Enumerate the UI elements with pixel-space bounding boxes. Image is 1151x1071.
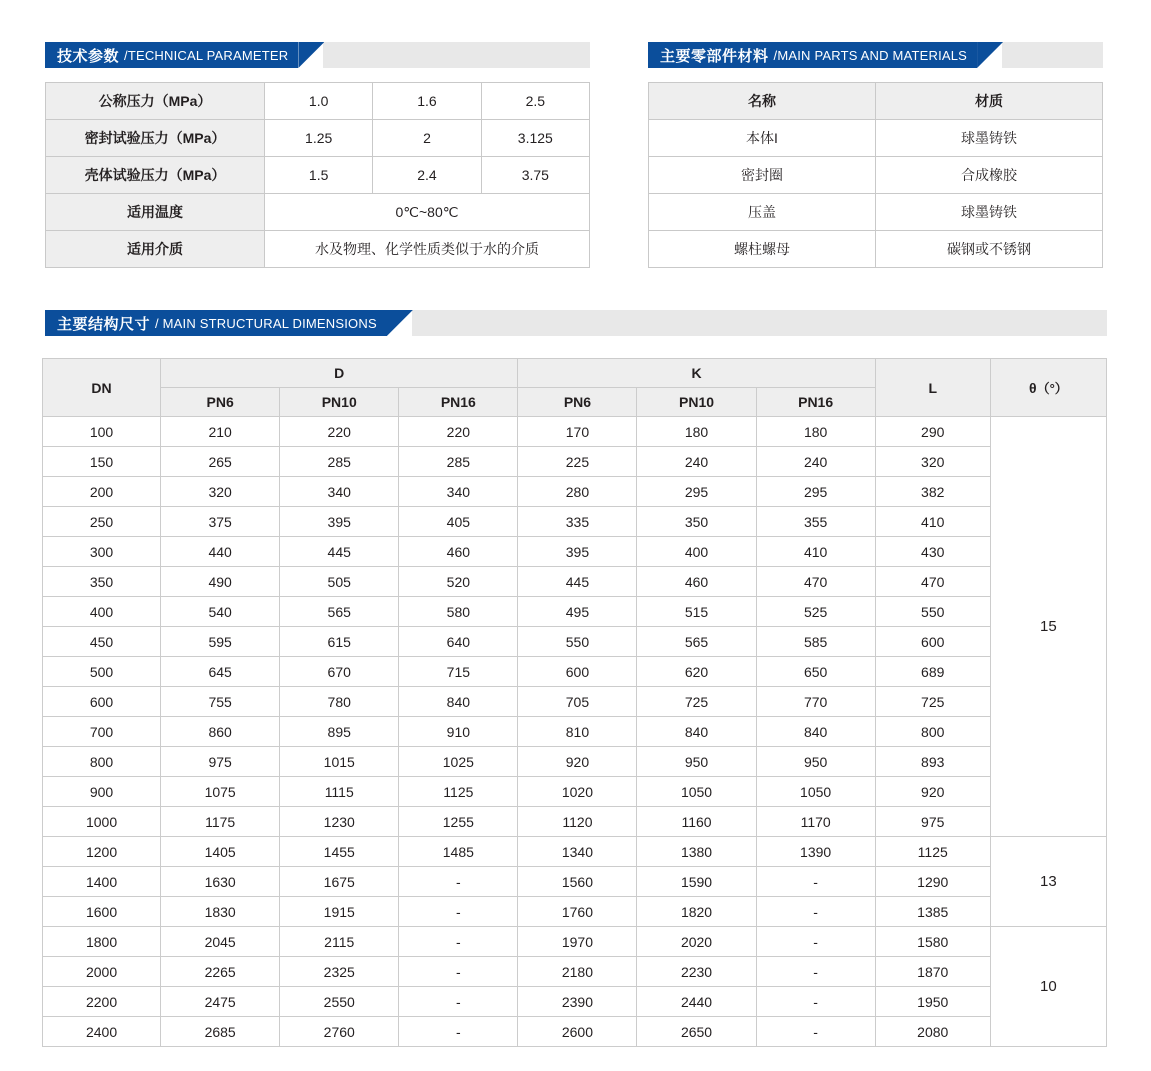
dim-cell-d-pn16: -	[399, 867, 518, 897]
dim-cell-d-pn16: 520	[399, 567, 518, 597]
dim-cell-l: 1385	[875, 897, 990, 927]
technical-parameter-title-cn: 技术参数	[57, 47, 120, 65]
dim-cell-k-pn16: -	[756, 867, 875, 897]
dim-cell-l: 382	[875, 477, 990, 507]
dim-cell-d-pn10: 2325	[280, 957, 399, 987]
dim-cell-k-pn10: 840	[637, 717, 756, 747]
table-row	[46, 194, 590, 231]
tech-value: 1.25	[265, 120, 373, 157]
dim-cell-d-pn10: 1230	[280, 807, 399, 837]
material-value: 球墨铸铁	[876, 120, 1103, 157]
dim-cell-dn: 450	[43, 627, 161, 657]
dim-cell-k-pn16: 355	[756, 507, 875, 537]
materials-title-en: /MAIN PARTS AND MATERIALS	[773, 47, 968, 63]
dim-cell-k-pn6: 810	[518, 717, 637, 747]
dim-cell-k-pn16: -	[756, 957, 875, 987]
table-row	[46, 231, 590, 268]
dim-cell-l: 1125	[875, 837, 990, 867]
dim-subcol-k-pn6: PN6	[518, 388, 637, 417]
dim-cell-dn: 1200	[43, 837, 161, 867]
dim-cell-d-pn16: 640	[399, 627, 518, 657]
header-gray-fill	[323, 42, 590, 68]
table-row	[43, 777, 1107, 807]
dim-cell-k-pn10: 725	[637, 687, 756, 717]
dim-cell-l: 800	[875, 717, 990, 747]
dim-cell-k-pn10: 565	[637, 627, 756, 657]
dim-cell-d-pn6: 2265	[161, 957, 280, 987]
dim-cell-k-pn6: 395	[518, 537, 637, 567]
dimensions-table-body	[43, 417, 1107, 1047]
dim-cell-d-pn10: 395	[280, 507, 399, 537]
tech-value: 2	[373, 120, 481, 157]
table-row	[43, 447, 1107, 477]
dim-cell-dn: 1400	[43, 867, 161, 897]
dim-cell-d-pn6: 490	[161, 567, 280, 597]
dim-cell-k-pn16: 295	[756, 477, 875, 507]
tech-value: 1.6	[373, 83, 481, 120]
material-part-name: 密封圈	[649, 157, 876, 194]
tech-value: 1.0	[265, 83, 373, 120]
header-tail-shape	[387, 310, 413, 336]
dimensions-table-wrap	[42, 358, 1107, 1047]
dim-cell-k-pn16: 410	[756, 537, 875, 567]
dim-cell-d-pn6: 1075	[161, 777, 280, 807]
dim-col-theta	[990, 359, 1106, 417]
dim-cell-d-pn16: 405	[399, 507, 518, 537]
dim-col-d: D	[161, 359, 518, 388]
dim-cell-k-pn10: 2440	[637, 987, 756, 1017]
table-row	[43, 657, 1107, 687]
dim-cell-d-pn16: 1025	[399, 747, 518, 777]
dim-cell-theta: 10	[990, 927, 1106, 1047]
dim-cell-l: 725	[875, 687, 990, 717]
dim-cell-d-pn16: 220	[399, 417, 518, 447]
table-row	[43, 567, 1107, 597]
table-header-row	[43, 359, 1107, 388]
dim-cell-k-pn10: 350	[637, 507, 756, 537]
dim-cell-k-pn10: 2230	[637, 957, 756, 987]
dim-cell-k-pn16: 240	[756, 447, 875, 477]
dim-cell-k-pn6: 335	[518, 507, 637, 537]
table-row	[43, 747, 1107, 777]
dim-cell-dn: 700	[43, 717, 161, 747]
materials-title-cn: 主要零部件材料	[660, 47, 769, 65]
dim-cell-d-pn10: 505	[280, 567, 399, 597]
dim-cell-d-pn16: 910	[399, 717, 518, 747]
dim-cell-k-pn10: 1160	[637, 807, 756, 837]
dim-cell-theta: 15	[990, 417, 1106, 837]
tech-label-medium: 适用介质	[46, 231, 265, 268]
dim-cell-dn: 400	[43, 597, 161, 627]
dim-cell-k-pn10: 950	[637, 747, 756, 777]
dim-cell-d-pn10: 445	[280, 537, 399, 567]
dimensions-title-cn: 主要结构尺寸	[57, 315, 151, 333]
dim-cell-d-pn10: 895	[280, 717, 399, 747]
top-row	[0, 42, 1151, 268]
dim-cell-dn: 600	[43, 687, 161, 717]
dim-cell-dn: 2200	[43, 987, 161, 1017]
table-header-row	[649, 83, 1103, 120]
dim-cell-k-pn6: 170	[518, 417, 637, 447]
dim-cell-d-pn6: 1630	[161, 867, 280, 897]
tech-value: 1.5	[265, 157, 373, 194]
dim-cell-d-pn16: -	[399, 987, 518, 1017]
table-row	[43, 1017, 1107, 1047]
dim-cell-d-pn10: 220	[280, 417, 399, 447]
dim-cell-d-pn6: 595	[161, 627, 280, 657]
dim-cell-d-pn6: 645	[161, 657, 280, 687]
dim-cell-k-pn16: 950	[756, 747, 875, 777]
dim-cell-d-pn16: 840	[399, 687, 518, 717]
table-row	[46, 157, 590, 194]
material-value: 合成橡胶	[876, 157, 1103, 194]
dim-cell-k-pn10: 515	[637, 597, 756, 627]
dim-cell-l: 920	[875, 777, 990, 807]
dim-cell-k-pn6: 1760	[518, 897, 637, 927]
dim-cell-k-pn10: 295	[637, 477, 756, 507]
dim-cell-d-pn10: 670	[280, 657, 399, 687]
dim-cell-d-pn6: 265	[161, 447, 280, 477]
tech-label-temperature: 适用温度	[46, 194, 265, 231]
dim-cell-d-pn16: 340	[399, 477, 518, 507]
dim-cell-l: 410	[875, 507, 990, 537]
technical-parameter-title-en: /TECHNICAL PARAMETER	[124, 47, 289, 63]
dim-cell-k-pn6: 280	[518, 477, 637, 507]
dim-cell-d-pn16: 460	[399, 537, 518, 567]
dim-cell-l: 1290	[875, 867, 990, 897]
table-row	[43, 987, 1107, 1017]
dim-cell-d-pn16: -	[399, 1017, 518, 1047]
dim-cell-dn: 2400	[43, 1017, 161, 1047]
material-value: 球墨铸铁	[876, 194, 1103, 231]
tech-value: 2.5	[481, 83, 589, 120]
dim-cell-d-pn6: 975	[161, 747, 280, 777]
dim-cell-k-pn16: 525	[756, 597, 875, 627]
dim-cell-d-pn10: 1115	[280, 777, 399, 807]
dim-cell-dn: 100	[43, 417, 161, 447]
tech-value: 3.75	[481, 157, 589, 194]
dim-cell-d-pn16: 1255	[399, 807, 518, 837]
dim-cell-dn: 2000	[43, 957, 161, 987]
dim-cell-k-pn6: 445	[518, 567, 637, 597]
dim-cell-k-pn16: -	[756, 927, 875, 957]
dim-cell-dn: 800	[43, 747, 161, 777]
tech-label-nominal-pressure: 公称压力（MPa）	[46, 83, 265, 120]
dimensions-header-wrap	[45, 310, 1107, 336]
theta-symbol: θ	[1029, 380, 1037, 396]
table-row	[43, 417, 1107, 447]
table-row	[43, 597, 1107, 627]
dim-cell-d-pn10: 340	[280, 477, 399, 507]
dim-cell-k-pn6: 1970	[518, 927, 637, 957]
materials-col-name: 名称	[649, 83, 876, 120]
dim-cell-d-pn16: -	[399, 897, 518, 927]
dim-cell-k-pn10: 1050	[637, 777, 756, 807]
material-value: 碳钢或不锈钢	[876, 231, 1103, 268]
dim-cell-k-pn10: 1590	[637, 867, 756, 897]
dim-cell-k-pn16: -	[756, 987, 875, 1017]
materials-table	[648, 82, 1103, 268]
dim-cell-dn: 300	[43, 537, 161, 567]
dim-cell-l: 1580	[875, 927, 990, 957]
dim-col-k: K	[518, 359, 875, 388]
dim-cell-d-pn10: 2760	[280, 1017, 399, 1047]
dim-cell-k-pn16: 180	[756, 417, 875, 447]
dim-cell-d-pn6: 320	[161, 477, 280, 507]
tech-label-shell-test-pressure: 壳体试验压力（MPa）	[46, 157, 265, 194]
dim-cell-theta: 13	[990, 837, 1106, 927]
dim-cell-k-pn10: 2650	[637, 1017, 756, 1047]
dimensions-table	[42, 358, 1107, 1047]
table-row	[43, 627, 1107, 657]
dim-subcol-d-pn16: PN16	[399, 388, 518, 417]
header-gray-fill	[1002, 42, 1103, 68]
header-gray-fill	[412, 310, 1107, 336]
dim-cell-k-pn6: 705	[518, 687, 637, 717]
dim-cell-d-pn6: 375	[161, 507, 280, 537]
dim-cell-d-pn16: 715	[399, 657, 518, 687]
dim-cell-l: 320	[875, 447, 990, 477]
dim-cell-d-pn6: 1830	[161, 897, 280, 927]
dim-cell-k-pn6: 920	[518, 747, 637, 777]
tech-value: 3.125	[481, 120, 589, 157]
dim-cell-d-pn6: 1405	[161, 837, 280, 867]
dim-cell-d-pn16: -	[399, 957, 518, 987]
dim-subcol-d-pn6: PN6	[161, 388, 280, 417]
dim-cell-k-pn6: 1560	[518, 867, 637, 897]
dim-cell-d-pn16: 580	[399, 597, 518, 627]
dim-cell-d-pn6: 1175	[161, 807, 280, 837]
table-row	[649, 157, 1103, 194]
dim-cell-k-pn16: 1050	[756, 777, 875, 807]
dim-cell-d-pn16: 1125	[399, 777, 518, 807]
dim-cell-k-pn16: 650	[756, 657, 875, 687]
dim-cell-d-pn16: -	[399, 927, 518, 957]
technical-parameter-block	[45, 42, 590, 268]
dim-cell-k-pn16: 1170	[756, 807, 875, 837]
dim-cell-k-pn6: 600	[518, 657, 637, 687]
dim-cell-k-pn10: 620	[637, 657, 756, 687]
dim-cell-k-pn6: 225	[518, 447, 637, 477]
dim-cell-l: 550	[875, 597, 990, 627]
dim-cell-l: 2080	[875, 1017, 990, 1047]
dim-cell-d-pn10: 1915	[280, 897, 399, 927]
table-row	[43, 897, 1107, 927]
table-row	[43, 537, 1107, 567]
dim-cell-k-pn16: -	[756, 1017, 875, 1047]
dim-cell-dn: 1600	[43, 897, 161, 927]
dim-cell-d-pn10: 615	[280, 627, 399, 657]
dim-cell-d-pn6: 860	[161, 717, 280, 747]
table-row	[43, 687, 1107, 717]
dim-cell-d-pn6: 2685	[161, 1017, 280, 1047]
dim-cell-l: 470	[875, 567, 990, 597]
table-row	[649, 194, 1103, 231]
dim-cell-k-pn16: 1390	[756, 837, 875, 867]
dim-cell-k-pn10: 180	[637, 417, 756, 447]
table-row	[43, 807, 1107, 837]
dim-cell-k-pn6: 495	[518, 597, 637, 627]
technical-parameter-table	[45, 82, 590, 268]
dim-cell-l: 975	[875, 807, 990, 837]
tech-label-seal-test-pressure: 密封试验压力（MPa）	[46, 120, 265, 157]
dim-cell-d-pn10: 2115	[280, 927, 399, 957]
theta-unit: （°）	[1036, 381, 1068, 396]
dim-cell-dn: 1800	[43, 927, 161, 957]
dim-cell-d-pn16: 1485	[399, 837, 518, 867]
dim-cell-d-pn10: 2550	[280, 987, 399, 1017]
table-row	[649, 231, 1103, 268]
dim-cell-k-pn6: 550	[518, 627, 637, 657]
dim-cell-d-pn6: 2045	[161, 927, 280, 957]
materials-block	[648, 42, 1103, 268]
dim-cell-l: 1870	[875, 957, 990, 987]
dim-cell-k-pn6: 1020	[518, 777, 637, 807]
dim-cell-d-pn6: 2475	[161, 987, 280, 1017]
dim-cell-d-pn6: 210	[161, 417, 280, 447]
dim-cell-l: 430	[875, 537, 990, 567]
header-tail-shape	[298, 42, 324, 68]
dim-cell-dn: 150	[43, 447, 161, 477]
dim-cell-k-pn16: 585	[756, 627, 875, 657]
dim-cell-k-pn10: 1820	[637, 897, 756, 927]
dim-cell-l: 689	[875, 657, 990, 687]
dim-cell-l: 1950	[875, 987, 990, 1017]
technical-parameter-header-bar	[45, 42, 298, 68]
technical-parameter-header	[45, 42, 590, 68]
table-row	[649, 120, 1103, 157]
header-tail-shape	[977, 42, 1003, 68]
dim-cell-d-pn10: 1015	[280, 747, 399, 777]
dim-subcol-k-pn16: PN16	[756, 388, 875, 417]
dim-cell-k-pn10: 240	[637, 447, 756, 477]
material-part-name: 压盖	[649, 194, 876, 231]
dim-cell-dn: 500	[43, 657, 161, 687]
dim-cell-l: 600	[875, 627, 990, 657]
dim-cell-d-pn10: 1675	[280, 867, 399, 897]
tech-value-temperature: 0℃~80℃	[265, 194, 590, 231]
table-row	[43, 717, 1107, 747]
dimensions-header-bar	[45, 310, 387, 336]
dim-cell-dn: 200	[43, 477, 161, 507]
dim-cell-d-pn10: 780	[280, 687, 399, 717]
dim-cell-dn: 1000	[43, 807, 161, 837]
materials-header	[648, 42, 1103, 68]
dim-cell-k-pn16: 770	[756, 687, 875, 717]
dim-cell-d-pn6: 440	[161, 537, 280, 567]
dim-cell-k-pn10: 1380	[637, 837, 756, 867]
dim-cell-dn: 250	[43, 507, 161, 537]
dimensions-header	[45, 310, 1107, 336]
dim-cell-k-pn6: 2600	[518, 1017, 637, 1047]
tech-value: 2.4	[373, 157, 481, 194]
dim-cell-k-pn10: 460	[637, 567, 756, 597]
table-row	[43, 927, 1107, 957]
dim-cell-k-pn6: 2390	[518, 987, 637, 1017]
dimensions-title-en: / MAIN STRUCTURAL DIMENSIONS	[155, 315, 377, 331]
dim-cell-k-pn16: 840	[756, 717, 875, 747]
table-row	[43, 477, 1107, 507]
dim-subcol-d-pn10: PN10	[280, 388, 399, 417]
table-row	[43, 837, 1107, 867]
dim-col-dn: DN	[43, 359, 161, 417]
dim-cell-d-pn10: 1455	[280, 837, 399, 867]
dimensions-section	[0, 310, 1151, 1047]
dim-cell-d-pn6: 540	[161, 597, 280, 627]
dim-cell-l: 893	[875, 747, 990, 777]
dim-cell-d-pn10: 285	[280, 447, 399, 477]
dim-subcol-k-pn10: PN10	[637, 388, 756, 417]
dim-cell-k-pn6: 1120	[518, 807, 637, 837]
table-row	[43, 507, 1107, 537]
dim-cell-d-pn16: 285	[399, 447, 518, 477]
material-part-name: 本体I	[649, 120, 876, 157]
dim-cell-dn: 900	[43, 777, 161, 807]
dim-cell-d-pn6: 755	[161, 687, 280, 717]
dim-cell-k-pn10: 400	[637, 537, 756, 567]
dim-cell-k-pn10: 2020	[637, 927, 756, 957]
material-part-name: 螺柱螺母	[649, 231, 876, 268]
dim-col-l: L	[875, 359, 990, 417]
dim-cell-k-pn6: 1340	[518, 837, 637, 867]
table-row	[46, 120, 590, 157]
dim-cell-k-pn16: 470	[756, 567, 875, 597]
dim-cell-k-pn16: -	[756, 897, 875, 927]
tech-value-medium: 水及物理、化学性质类似于水的介质	[265, 231, 590, 268]
materials-header-bar	[648, 42, 977, 68]
table-row	[43, 867, 1107, 897]
dim-cell-k-pn6: 2180	[518, 957, 637, 987]
dim-cell-l: 290	[875, 417, 990, 447]
table-row	[43, 957, 1107, 987]
dim-cell-dn: 350	[43, 567, 161, 597]
materials-col-material: 材质	[876, 83, 1103, 120]
table-row	[46, 83, 590, 120]
dim-cell-d-pn10: 565	[280, 597, 399, 627]
